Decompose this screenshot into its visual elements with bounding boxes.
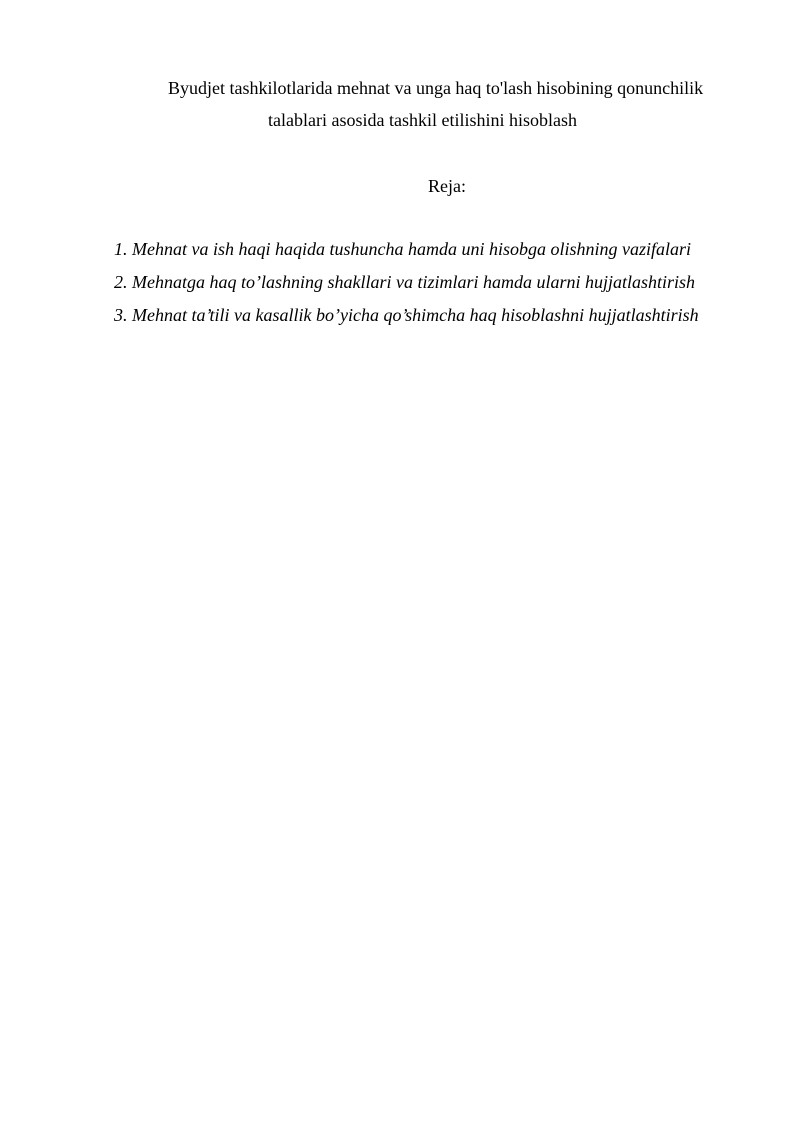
plan-list [114, 238, 699, 337]
document-title-line-2: talablari asosida tashkil etilishini hisoblash [268, 110, 577, 130]
document-title-line-1: Byudjet tashkilotlarida mehnat va unga haq to'lash hisobining qonunchilik [168, 78, 704, 98]
plan-item-3: 3. Mehnat ta’tili va kasallik bo’yicha qo’shimcha haq hisoblashni hujjatlashtirish [114, 305, 699, 325]
plan-heading: Reja: [428, 176, 466, 196]
plan-item-1: 1. Mehnat va ish haqi haqida tushuncha hamda uni hisobga olishning vazifalari [114, 239, 691, 259]
plan-item-2: 2. Mehnatga haq to’lashning shakllari va tizimlari hamda ularni hujjatlashtirish [114, 272, 696, 292]
